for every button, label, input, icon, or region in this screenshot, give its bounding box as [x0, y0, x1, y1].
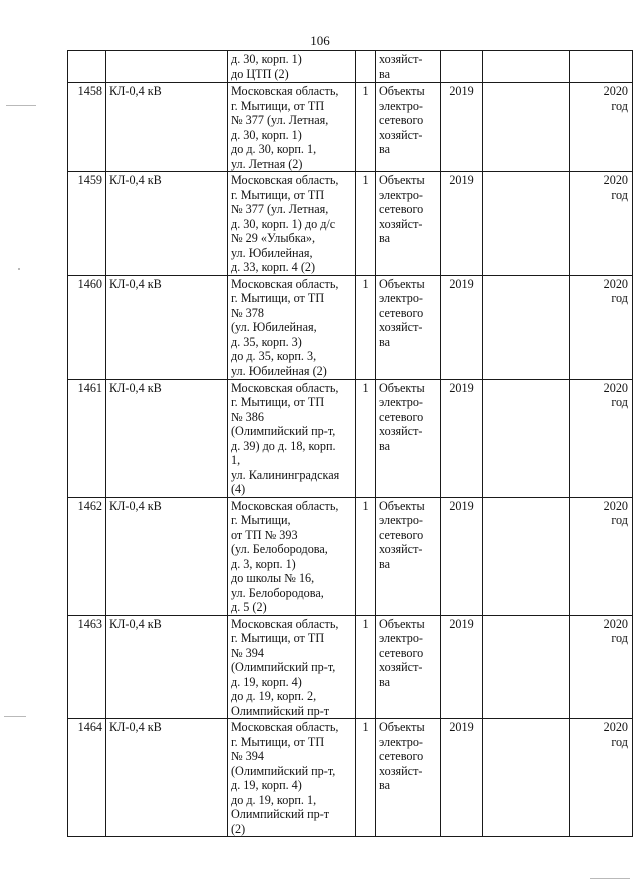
purpose-line: Объекты	[379, 720, 425, 734]
cell-year: 2019	[441, 379, 483, 497]
cell-number: 1461	[68, 379, 106, 497]
table-row	[68, 172, 633, 276]
purpose-line: хозяйст-	[379, 424, 423, 438]
location-line: до ЦТП (2)	[231, 66, 289, 81]
cell-extra	[483, 83, 570, 172]
cell-quantity: 1	[356, 719, 376, 837]
location-line: Олимпийский пр-т	[231, 807, 330, 821]
location-line: (Олимпийский пр-т,	[231, 763, 336, 778]
cell-year: 2019	[441, 719, 483, 837]
term-line: 2020	[603, 616, 628, 631]
purpose-line: сетевого	[379, 527, 424, 542]
cell-term	[570, 275, 633, 379]
purpose-line: электро-	[379, 513, 423, 527]
location-line: до школы № 16,	[231, 571, 315, 585]
cell-number: 1464	[68, 719, 106, 837]
table-row	[68, 497, 633, 615]
cell-location	[228, 615, 356, 719]
cell-number: 1463	[68, 615, 106, 719]
purpose-line: электро-	[379, 291, 423, 305]
purpose-line: Объекты	[379, 84, 425, 98]
cell-number	[68, 51, 106, 83]
location-line: г. Мытищи, от ТП	[231, 187, 325, 202]
purpose-line: хозяйст-	[379, 660, 423, 674]
cell-purpose	[376, 379, 441, 497]
term-line: 2020	[603, 84, 628, 98]
location-line: № 377 (ул. Летная,	[231, 113, 329, 127]
location-line: ул. Белобородова,	[231, 585, 324, 600]
location-line: до д. 19, корп. 1,	[231, 792, 317, 807]
cell-term	[570, 719, 633, 837]
term-line: год	[611, 291, 628, 305]
term-line: 2020	[603, 498, 628, 513]
table-row	[68, 719, 633, 837]
location-line: д. 30, корп. 1)	[231, 127, 302, 142]
cell-number: 1459	[68, 172, 106, 276]
cell-purpose	[376, 51, 441, 83]
location-line: № 377 (ул. Летная,	[231, 202, 329, 216]
term-line: год	[611, 98, 628, 113]
cell-purpose	[376, 719, 441, 837]
table-row	[68, 379, 633, 497]
location-line: (ул. Белобородова,	[231, 542, 328, 556]
purpose-line: сетевого	[379, 409, 424, 424]
term-line: 2020	[603, 173, 628, 187]
cell-extra	[483, 719, 570, 837]
cell-quantity: 1	[356, 83, 376, 172]
cell-extra	[483, 615, 570, 719]
purpose-line: хозяйст-	[379, 127, 423, 142]
location-line: ул. Юбилейная (2)	[231, 363, 327, 378]
page-number: 106	[310, 33, 330, 48]
location-line: (2)	[231, 821, 246, 836]
scan-speck	[18, 268, 20, 270]
cell-quantity	[356, 51, 376, 83]
location-line: Московская область,	[231, 616, 339, 631]
cell-quantity: 1	[356, 275, 376, 379]
cell-term	[570, 497, 633, 615]
purpose-line: электро-	[379, 187, 423, 202]
purpose-line: ва	[379, 438, 391, 453]
location-line: 1,	[231, 453, 241, 467]
term-line: 2020	[603, 720, 628, 734]
cell-extra	[483, 497, 570, 615]
purpose-line: электро-	[379, 631, 423, 645]
cell-term	[570, 83, 633, 172]
location-line: от ТП № 393	[231, 527, 298, 542]
cell-extra	[483, 275, 570, 379]
cell-name	[106, 51, 228, 83]
purpose-line: Объекты	[379, 616, 425, 631]
location-line: г. Мытищи, от ТП	[231, 291, 325, 305]
cell-name: КЛ-0,4 кВ	[106, 379, 228, 497]
location-line: Московская область,	[231, 720, 339, 734]
location-line: № 29 «Улыбка»,	[231, 231, 316, 245]
location-line: г. Мытищи, от ТП	[231, 98, 325, 113]
table-row	[68, 615, 633, 719]
cell-year: 2019	[441, 615, 483, 719]
location-line: ул. Юбилейная,	[231, 245, 313, 260]
location-line: ул. Калининградская	[231, 467, 340, 482]
cell-name: КЛ-0,4 кВ	[106, 275, 228, 379]
location-line: (Олимпийский пр-т,	[231, 424, 336, 438]
location-line: до д. 30, корп. 1,	[231, 142, 317, 156]
cell-location	[228, 83, 356, 172]
purpose-line: Объекты	[379, 173, 425, 187]
cell-extra	[483, 172, 570, 276]
location-line: д. 33, корп. 4 (2)	[231, 260, 316, 274]
purpose-line: сетевого	[379, 645, 424, 660]
cell-purpose	[376, 497, 441, 615]
term-line: год	[611, 734, 628, 749]
cell-year	[441, 51, 483, 83]
cell-number: 1462	[68, 497, 106, 615]
scan-speck	[6, 105, 36, 106]
cell-purpose	[376, 83, 441, 172]
location-line: Олимпийский пр-т	[231, 703, 330, 718]
purpose-line: электро-	[379, 734, 423, 749]
location-line: г. Мытищи, от ТП	[231, 734, 325, 749]
location-line: Московская область,	[231, 276, 339, 291]
location-line: д. 19, корп. 4)	[231, 778, 302, 792]
location-line: Московская область,	[231, 498, 339, 513]
purpose-line: сетевого	[379, 113, 424, 127]
table-body	[68, 51, 633, 837]
purpose-line: хозяйст-	[379, 542, 423, 556]
term-line: год	[611, 395, 628, 409]
cell-term	[570, 615, 633, 719]
location-line: Московская область,	[231, 84, 339, 98]
cell-term	[570, 51, 633, 83]
cell-location	[228, 719, 356, 837]
scan-speck	[4, 716, 26, 717]
cell-name: КЛ-0,4 кВ	[106, 497, 228, 615]
location-line: Московская область,	[231, 380, 339, 395]
cell-extra	[483, 51, 570, 83]
location-line: д. 30, корп. 1) до д/с	[231, 216, 336, 231]
cell-extra	[483, 379, 570, 497]
location-line: д. 30, корп. 1)	[231, 52, 302, 66]
location-line: д. 19, корп. 4)	[231, 674, 302, 689]
cell-name: КЛ-0,4 кВ	[106, 83, 228, 172]
purpose-line: сетевого	[379, 202, 424, 216]
purpose-line: электро-	[379, 98, 423, 113]
cell-location	[228, 275, 356, 379]
term-line: 2020	[603, 380, 628, 395]
infrastructure-table	[67, 50, 633, 837]
cell-term	[570, 172, 633, 276]
cell-location	[228, 51, 356, 83]
location-line: № 386	[231, 409, 264, 424]
purpose-line: ва	[379, 674, 391, 689]
cell-name: КЛ-0,4 кВ	[106, 615, 228, 719]
cell-location	[228, 497, 356, 615]
purpose-line: ва	[379, 231, 391, 245]
cell-quantity: 1	[356, 379, 376, 497]
location-line: (ул. Юбилейная,	[231, 320, 317, 334]
purpose-line: ва	[379, 778, 391, 792]
table-row	[68, 83, 633, 172]
location-line: д. 5 (2)	[231, 600, 267, 614]
location-line: (4)	[231, 482, 246, 496]
cell-quantity: 1	[356, 615, 376, 719]
table-row-continuation	[68, 51, 633, 83]
table-row	[68, 275, 633, 379]
location-line: № 394	[231, 749, 264, 763]
term-line: год	[611, 187, 628, 202]
purpose-line: хозяйст-	[379, 216, 423, 231]
location-line: д. 35, корп. 3)	[231, 334, 302, 349]
cell-purpose	[376, 275, 441, 379]
location-line: (Олимпийский пр-т,	[231, 660, 336, 674]
cell-purpose	[376, 172, 441, 276]
location-line: ул. Летная (2)	[231, 156, 303, 171]
location-line: г. Мытищи, от ТП	[231, 631, 325, 645]
purpose-line: сетевого	[379, 749, 424, 763]
term-line: год	[611, 631, 628, 645]
term-line: год	[611, 513, 628, 527]
cell-quantity: 1	[356, 497, 376, 615]
location-line: г. Мытищи, от ТП	[231, 395, 325, 409]
purpose-line: сетевого	[379, 305, 424, 320]
location-line: до д. 19, корп. 2,	[231, 689, 317, 703]
cell-year: 2019	[441, 172, 483, 276]
purpose-line: ва	[379, 334, 391, 349]
scan-speck	[590, 878, 630, 879]
purpose-line: ва	[379, 556, 391, 571]
location-line: д. 39) до д. 18, корп.	[231, 438, 336, 453]
cell-purpose	[376, 615, 441, 719]
purpose-line: электро-	[379, 395, 423, 409]
location-line: № 378	[231, 305, 264, 320]
purpose-line: хозяйст-	[379, 52, 423, 66]
term-line: 2020	[603, 276, 628, 291]
cell-quantity: 1	[356, 172, 376, 276]
purpose-line: хозяйст-	[379, 763, 423, 778]
location-line: Московская область,	[231, 173, 339, 187]
location-line: г. Мытищи,	[231, 513, 291, 527]
purpose-line: ва	[379, 66, 391, 81]
purpose-line: хозяйст-	[379, 320, 423, 334]
cell-year: 2019	[441, 497, 483, 615]
location-line: д. 3, корп. 1)	[231, 556, 296, 571]
cell-year: 2019	[441, 83, 483, 172]
cell-name: КЛ-0,4 кВ	[106, 719, 228, 837]
purpose-line: Объекты	[379, 498, 425, 513]
cell-location	[228, 379, 356, 497]
cell-number: 1460	[68, 275, 106, 379]
cell-year: 2019	[441, 275, 483, 379]
purpose-line: ва	[379, 142, 391, 156]
location-line: до д. 35, корп. 3,	[231, 349, 317, 363]
purpose-line: Объекты	[379, 380, 425, 395]
location-line: № 394	[231, 645, 264, 660]
purpose-line: Объекты	[379, 276, 425, 291]
cell-term	[570, 379, 633, 497]
cell-number: 1458	[68, 83, 106, 172]
cell-location	[228, 172, 356, 276]
cell-name: КЛ-0,4 кВ	[106, 172, 228, 276]
